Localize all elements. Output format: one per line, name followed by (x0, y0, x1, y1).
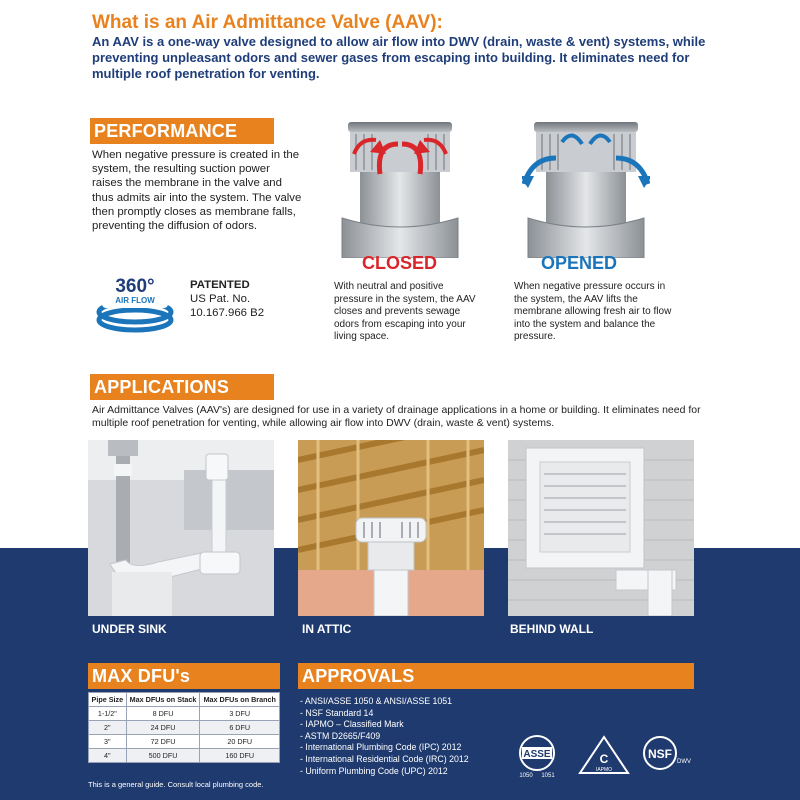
table-cell: 24 DFU (126, 721, 200, 735)
patent-line-1: US Pat. No. (190, 293, 251, 305)
approvals-list (300, 696, 469, 777)
table-cell: 160 DFU (200, 749, 280, 763)
dfu-header-branch: Max DFUs on Branch (200, 693, 280, 707)
intro-title: What is an Air Admittance Valve (AAV): (92, 12, 443, 33)
list-item: - NSF Standard 14 (300, 707, 374, 718)
patent-line-2: 10.167.966 B2 (190, 307, 265, 319)
table-cell: 1-1/2" (89, 707, 127, 721)
behind-wall-photo (508, 440, 694, 616)
asse-certification-icon (514, 733, 560, 779)
iapmo-certification-icon (576, 733, 632, 779)
list-item: - Uniform Plumbing Code (UPC) 2012 (300, 765, 448, 776)
svg-text:ASSE: ASSE (523, 749, 551, 760)
dfu-table (88, 692, 280, 763)
applications-text: Air Admittance Valves (AAV's) are designed for use in a variety of drainage applications in a home or building. It eliminates need for multiple roof penetration for venting, while allowing air flow into DWV (drain, waste & vent) systems. (92, 404, 701, 429)
table-cell: 20 DFU (200, 735, 280, 749)
table-row (89, 721, 280, 735)
performance-text: When negative pressure is created in the system, the resulting suction power raises the membrane in the valve and thus admits air into the system. The valve then promptly closes as membrane falls, preventing the diffusion of odors. (92, 149, 302, 233)
list-item: - IAPMO – Classified Mark (300, 719, 404, 730)
closed-description: With neutral and positive pressure in the system, the AAV closes and prevents sewage odors from escaping into your living space. (334, 281, 476, 342)
photo-label-behind-wall: BEHIND WALL (510, 622, 594, 636)
table-cell: 3" (89, 735, 127, 749)
table-cell: 500 DFU (126, 749, 200, 763)
photo-label-under-sink: UNDER SINK (92, 622, 167, 636)
badge-airflow-label: AIR FLOW (115, 296, 155, 305)
list-item: - International Residential Code (IRC) 2012 (300, 753, 469, 764)
applications-heading: APPLICATIONS (90, 374, 274, 400)
svg-text:NSF: NSF (648, 747, 672, 761)
svg-text:C: C (599, 752, 609, 766)
table-cell: 6 DFU (200, 721, 280, 735)
table-row (89, 749, 280, 763)
dfu-header-stack: Max DFUs on Stack (126, 693, 200, 707)
list-item: - ASTM D2665/F409 (300, 730, 381, 741)
list-item: - ANSI/ASSE 1050 & ANSI/ASSE 1051 (300, 696, 453, 706)
table-cell: 4" (89, 749, 127, 763)
table-row (89, 707, 280, 721)
photo-label-in-attic: IN ATTIC (302, 622, 352, 636)
svg-text:1051: 1051 (541, 773, 555, 779)
svg-text:IAPMO: IAPMO (595, 767, 613, 773)
opened-title: OPENED (541, 253, 618, 273)
patent-title: PATENTED (190, 279, 250, 291)
opened-description: When negative pressure occurs in the system, the AAV lifts the membrane allowing fresh air to flow into the system and balance the pressure. (514, 281, 672, 342)
in-attic-photo (298, 440, 484, 616)
table-cell: 3 DFU (200, 707, 280, 721)
max-dfu-heading: MAX DFU's (88, 663, 280, 689)
list-item: - International Plumbing Code (IPC) 2012 (300, 742, 462, 753)
nsf-certification-icon (640, 733, 696, 779)
table-cell: 8 DFU (126, 707, 200, 721)
dfu-header-pipe-size: Pipe Size (89, 693, 127, 707)
closed-title: CLOSED (362, 253, 438, 273)
performance-heading: PERFORMANCE (90, 118, 274, 144)
under-sink-photo (88, 440, 274, 616)
table-cell: 2" (89, 721, 127, 735)
table-row (89, 735, 280, 749)
svg-text:1050: 1050 (519, 773, 533, 779)
badge-360-number: 360° (115, 276, 155, 297)
closed-valve-illustration-icon (336, 118, 464, 258)
approvals-heading: APPROVALS (298, 663, 694, 689)
table-cell: 72 DFU (126, 735, 200, 749)
opened-valve-illustration-icon (522, 118, 650, 258)
dfu-note: This is a general guide. Consult local plumbing code. (88, 780, 264, 789)
patent-info (190, 278, 264, 320)
dfu-table-header-row (89, 693, 280, 707)
airflow-360-badge-icon (92, 268, 178, 338)
intro-description: An AAV is a one-way valve designed to allow air flow into DWV (drain, waste & vent) systems, while preventing unpleasant odors and sewer gases from escaping into building. It eliminates need for multiple roof penetration for venting. (92, 34, 706, 81)
svg-text:DWV: DWV (677, 759, 691, 765)
